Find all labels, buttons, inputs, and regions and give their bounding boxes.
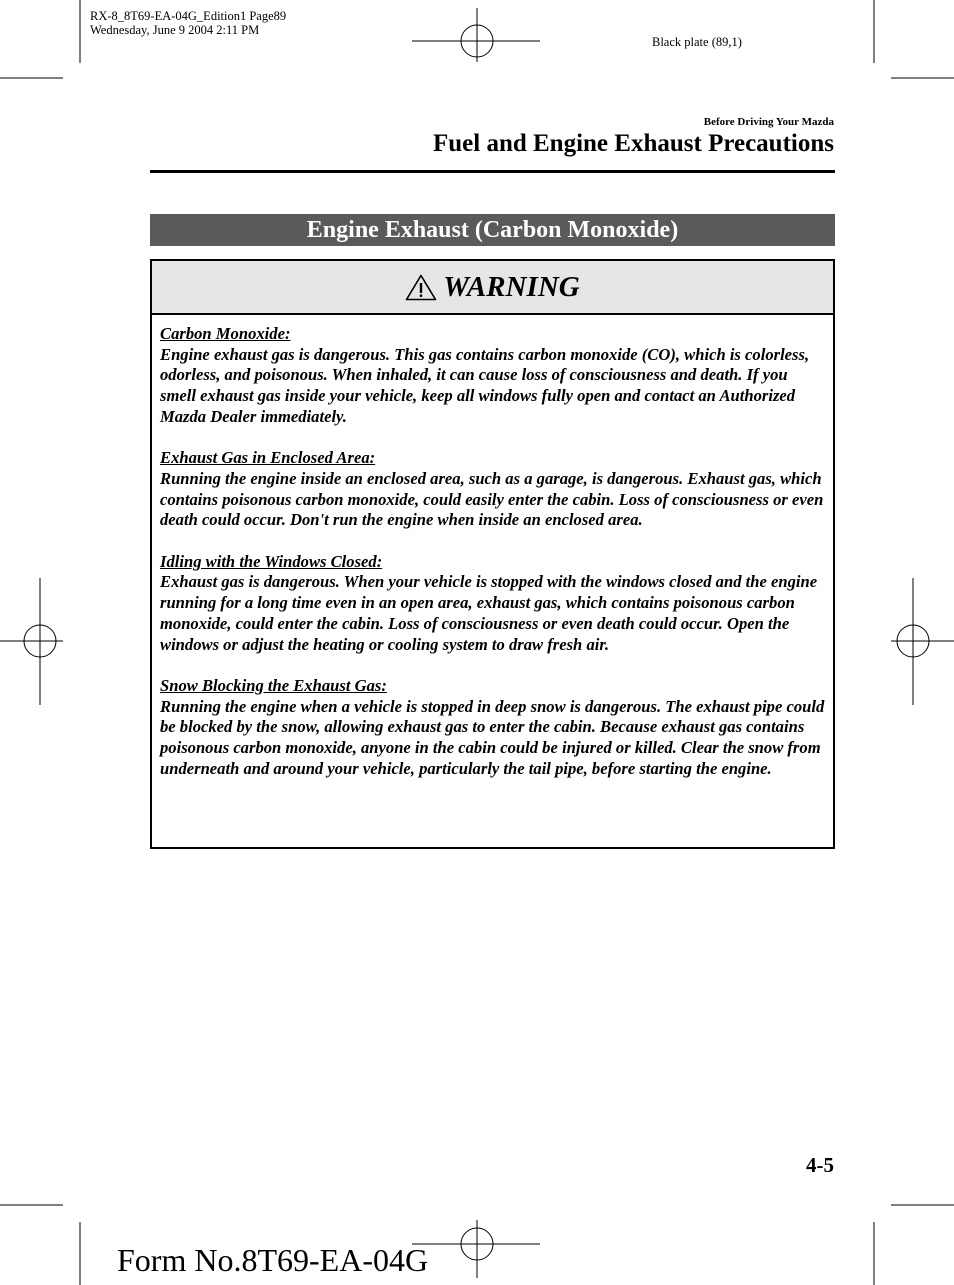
warning-item	[160, 552, 827, 656]
subsection-heading: Engine Exhaust (Carbon Monoxide)	[150, 214, 835, 246]
print-info-line-1: RX-8_8T69-EA-04G_Edition1 Page89	[90, 9, 287, 23]
warning-item-text: Exhaust gas is dangerous. When your vehicle is stopped with the windows closed and the engine running for a long time even in an open area, exhaust gas, which contains poisonous carbon monoxide, could enter the cabin. Loss of consciousness or even death could occur. Open the windows or adjust the heating or cooling system to draw fresh air.	[160, 572, 818, 654]
warning-item-heading: Idling with the Windows Closed:	[160, 551, 383, 571]
warning-item	[160, 324, 827, 428]
warning-item	[160, 676, 827, 780]
title-rule	[150, 170, 835, 173]
warning-item-text: Engine exhaust gas is dangerous. This gas contains carbon monoxide (CO), which is colorless, odorless, and poisonous. When inhaled, it can cause loss of consciousness and death. If you smell exhaust gas inside your vehicle, keep all windows fully open and contact an Authorized Mazda Dealer immediately.	[160, 344, 810, 426]
warning-body	[152, 315, 833, 779]
plate-label: Black plate (89,1)	[652, 35, 742, 49]
warning-box	[150, 259, 835, 849]
chapter-title: Before Driving Your Mazda	[703, 116, 834, 128]
page-number: 4-5	[806, 1153, 834, 1177]
warning-header	[152, 261, 833, 315]
form-number: Form No.8T69-EA-04G	[117, 1242, 429, 1278]
warning-item-text: Running the engine inside an enclosed area, such as a garage, is dangerous. Exhaust gas, which contains poisonous carbon monoxide, could easily enter the cabin. Loss of consciousness or even death could occur. Don't run the engine when inside an enclosed area.	[160, 468, 824, 530]
warning-title: WARNING	[443, 270, 580, 303]
warning-item-heading: Carbon Monoxide:	[160, 324, 291, 343]
warning-item-heading: Exhaust Gas in Enclosed Area:	[160, 448, 376, 468]
warning-item-heading: Snow Blocking the Exhaust Gas:	[160, 675, 387, 695]
warning-item-text: Running the engine when a vehicle is stopped in deep snow is dangerous. The exhaust pipe could be blocked by the snow, allowing exhaust gas to enter the cabin. Because exhaust gas contains poisonous carbon monoxide, anyone in the cabin could be injured or killed. Clear the snow from underneath and around your vehicle, particularly the tail pipe, before starting the engine.	[160, 696, 825, 778]
warning-item	[160, 448, 827, 531]
warning-triangle-icon	[405, 274, 437, 301]
section-title: Fuel and Engine Exhaust Precautions	[432, 130, 834, 157]
print-info	[90, 9, 286, 37]
print-info-line-2: Wednesday, June 9 2004 2:11 PM	[90, 23, 260, 37]
